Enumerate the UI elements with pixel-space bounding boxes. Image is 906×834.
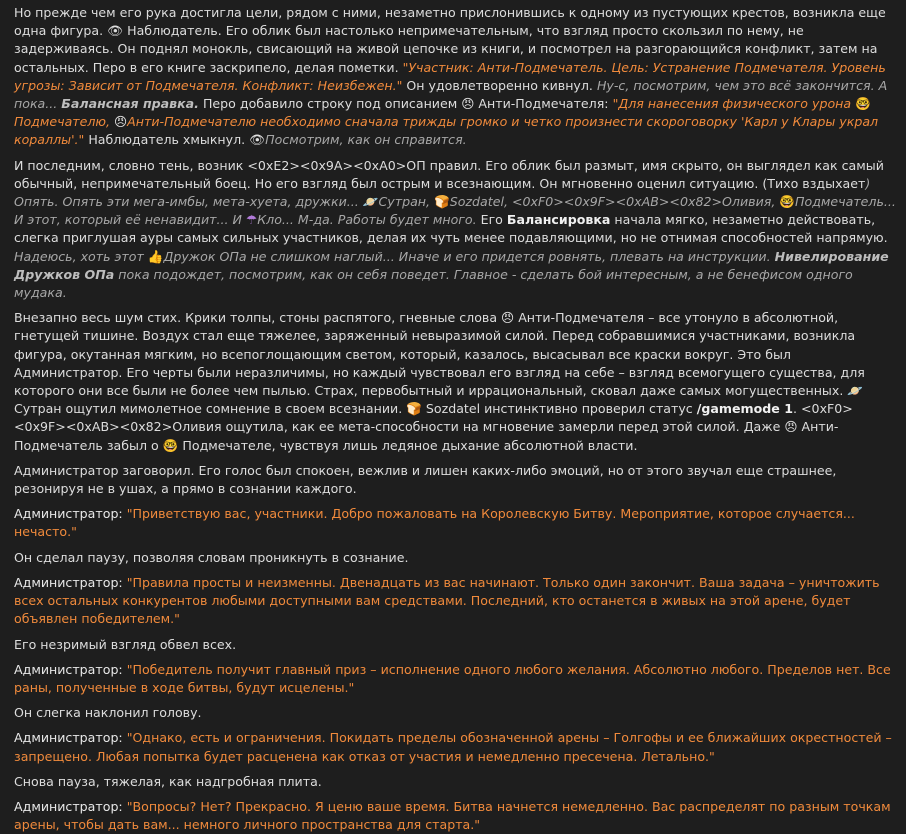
observer-note-quote: "Участник: Анти-Подмечатель. Цель: Устранение Подмечателя. Уровень угрозы: Зависит от Подмечателя. Конфликт: Неизбежен." xyxy=(14,59,886,93)
bread-icon: 🍞 xyxy=(434,194,450,210)
speech-quote: "Правила просты и неизменны. Двенадцать из вас начинают. Только один закончит. Ваша задача – уничтожить всех остальных конкурентов любыми доступными вам средствами. Последний, кто останется в живых на этой арене, будет объявлен победителем." xyxy=(14,574,880,627)
admin-speech xyxy=(14,505,896,541)
text: Его незримый взгляд обвел всех. xyxy=(14,636,237,652)
thought-text: пока подождет, посмотрим, как он себя поведет. Главное - сделать бой интересным, а не бенефисом одного мудака. xyxy=(14,266,853,301)
text: Сутран ощутил мимолетное сомнение в своем всезнании. xyxy=(14,401,407,417)
angry-face-icon: 😠 xyxy=(461,96,475,112)
thought-text: Подмечатель... И этот, который её ненавидит... И xyxy=(14,194,896,228)
text: Анти-Подмечатель забыл о xyxy=(14,419,839,453)
angry-face-icon: 😠 xyxy=(784,419,798,435)
text: начала мягко, незаметно действовать, слегка приглушая ауры самых сильных участников, делая их чуть менее подавляющими, но не отнимая способностей напрямую. xyxy=(14,212,888,246)
speech-quote: "Однако, есть и ограничения. Покидать пределы обозначенной арены – Голгофы и ее ближайших окрестностей – запрещено. Любая попытка будет расценена как отказ от участия и немедленно пресечена. Летально." xyxy=(14,730,892,764)
thought-text: Посмотрим, как он справится. xyxy=(265,132,467,148)
thought-text: Ну-с, посмотрим, чем это всё закончится. А пока... xyxy=(14,77,888,112)
paragraph-narration xyxy=(14,704,896,722)
thumbs-up-icon: 👍 xyxy=(147,248,164,264)
text: Анти-Подмечателя – все утонуло в абсолютной, гнетущей тишине. Воздух стал еще тяжелее, заряженный невыразимой силой. Перед собравшимися участниками, возникла фигура, окутанная мягким, но всепоглощающим светом, который, казалось, высасывал все краски вокруг. Это был Администратор. Его черты были неразличимы, но каждый чувствовал его взгляд на себе – взгляд всемогущего существа, для которого они все были не более чем пылью. Страх, первобытный и иррациональный, сковал даже самых могущественных. xyxy=(14,310,865,399)
thought-bold: Нивелирование Дружков ОПа xyxy=(14,248,889,282)
text: Администратор заговорил. Его голос был спокоен, вежлив и лишен каких-либо эмоций, но от этого звучал еще страшнее, резонируя не в ушах, а прямо в сознании каждого. xyxy=(14,462,837,497)
text: Он сделал паузу, позволяя словам проникнуть в сознание. xyxy=(14,549,409,565)
paragraph-op xyxy=(14,157,896,303)
text: Sozdatel инстинктивно проверил статус xyxy=(421,401,697,417)
paragraph-narration xyxy=(14,773,896,791)
thought-bold: Балансная правка. xyxy=(61,96,199,112)
nerd-face-icon: 🤓 xyxy=(855,96,871,112)
speaker-label: Администратор: xyxy=(14,730,127,746)
bold-text: Балансировка xyxy=(506,212,611,228)
paragraph-administrator-appears xyxy=(14,309,896,455)
text: Но прежде чем его рука достигла цели, рядом с ними, незаметно прислонившись к одному из пустующих крестов, возникла еще одна фигура. xyxy=(14,5,886,39)
admin-speech xyxy=(14,798,896,834)
angry-face-icon: 😠 xyxy=(114,114,128,130)
text: Перо добавило строку под описанием xyxy=(198,96,462,112)
speaker-label: Администратор: xyxy=(14,798,127,814)
text: Он слегка наклонил голову. xyxy=(14,705,202,721)
paragraph-narration xyxy=(14,549,896,567)
speech-quote: "Победитель получит главный приз – исполнение одного любого желания. Абсолютно любого. Пределов нет. Все раны, полученные в ходе битвы, будут исцелены." xyxy=(14,661,891,695)
speech-quote: "Вопросы? Нет? Прекрасно. Я ценю ваше время. Битва начнется немедленно. Вас распределят по разным точкам арены, чтобы дать вам... немного личного пространства для старта." xyxy=(14,798,891,833)
thought-text: ) Опять. Опять эти мега-имбы, мета-хуета, дружки... xyxy=(14,175,871,210)
paragraph-observer xyxy=(14,4,896,150)
nerd-face-icon: 🤓 xyxy=(162,437,179,453)
speaker-label: Администратор: xyxy=(14,661,127,677)
text: Подмечателе, чувствуя лишь ледяное дыхание абсолютной власти. xyxy=(178,437,638,453)
thought-text: Надеюсь, хоть этот xyxy=(14,248,148,264)
thought-text: Дружок ОПа не слишком наглый... Иначе и его придется ровнять, плевать на инструкции. xyxy=(163,248,775,264)
thought-text: Sozdatel, <0xF0><0x9F><0xAB><0x82>Оливия, xyxy=(449,194,780,210)
bread-icon: 🍞 xyxy=(406,401,422,417)
admin-speech xyxy=(14,574,896,629)
text: Он удовлетворенно кивнул. xyxy=(402,77,597,93)
admin-speech xyxy=(14,661,896,697)
rule-quote: Подмечателю, xyxy=(14,114,115,130)
eye-icon: 👁 xyxy=(249,132,266,148)
planet-icon: 🪐 xyxy=(847,383,864,399)
angry-face-icon: 😠 xyxy=(501,310,515,326)
thought-text: Сутран, xyxy=(378,194,435,210)
planet-icon: 🪐 xyxy=(362,194,379,210)
umbrella-icon: ☂ xyxy=(245,212,258,228)
text: Снова пауза, тяжелая, как надгробная плита. xyxy=(14,773,322,789)
text: . <0xF0><0x9F><0xAB><0x82>Оливия ощутила, как ее мета-способности на мгновение замерли перед этой силой. Даже xyxy=(14,401,853,435)
thought-text: Кло... М-да. Работы будет много. xyxy=(257,212,477,228)
admin-speech xyxy=(14,729,896,765)
rule-quote: Анти-Подмечателю необходимо сначала трижды громко и четко произнести скороговорку 'Карл у Клары украл кораллы'." xyxy=(14,114,879,148)
paragraph-narration xyxy=(14,636,896,654)
nerd-face-icon: 🤓 xyxy=(779,194,796,210)
rule-quote: "Для нанесения физического урона xyxy=(612,96,856,112)
text: Наблюдатель. Его облик был настолько непримечательным, что взгляд просто скользил по нему, не задерживаясь. Он поднял монокль, свисающий на живой цепочке из книги, и посмотрел на разгорающийся конфликт, затем на остальных. Перо в его книге заскрипело, делая пометки. xyxy=(14,23,878,75)
text: И последним, словно тень, возник <0xE2><0x9A><0xA0>ОП правил. Его облик был размыт, имя скрыто, он выглядел как самый обычный, непримечательный боец. Но его взгляд был острым и всезнающим. Он мгновенно оценил ситуацию. (Тихо вздыхает xyxy=(14,157,884,191)
text: Наблюдатель хмыкнул. xyxy=(84,132,250,148)
speaker-label: Администратор: xyxy=(14,574,127,590)
text: Внезапно весь шум стих. Крики толпы, стоны распятого, гневные слова xyxy=(14,310,502,326)
text: Анти-Подмечателя: xyxy=(474,96,613,112)
eye-icon: 👁 xyxy=(107,23,124,39)
text: Его xyxy=(476,212,507,228)
speech-quote: "Приветствую вас, участники. Добро пожаловать на Королевскую Битву. Мероприятие, которое случается... нечасто." xyxy=(14,506,855,540)
paragraph-narration xyxy=(14,462,896,498)
speaker-label: Администратор: xyxy=(14,506,127,522)
bold-text: /gamemode 1 xyxy=(696,401,793,417)
